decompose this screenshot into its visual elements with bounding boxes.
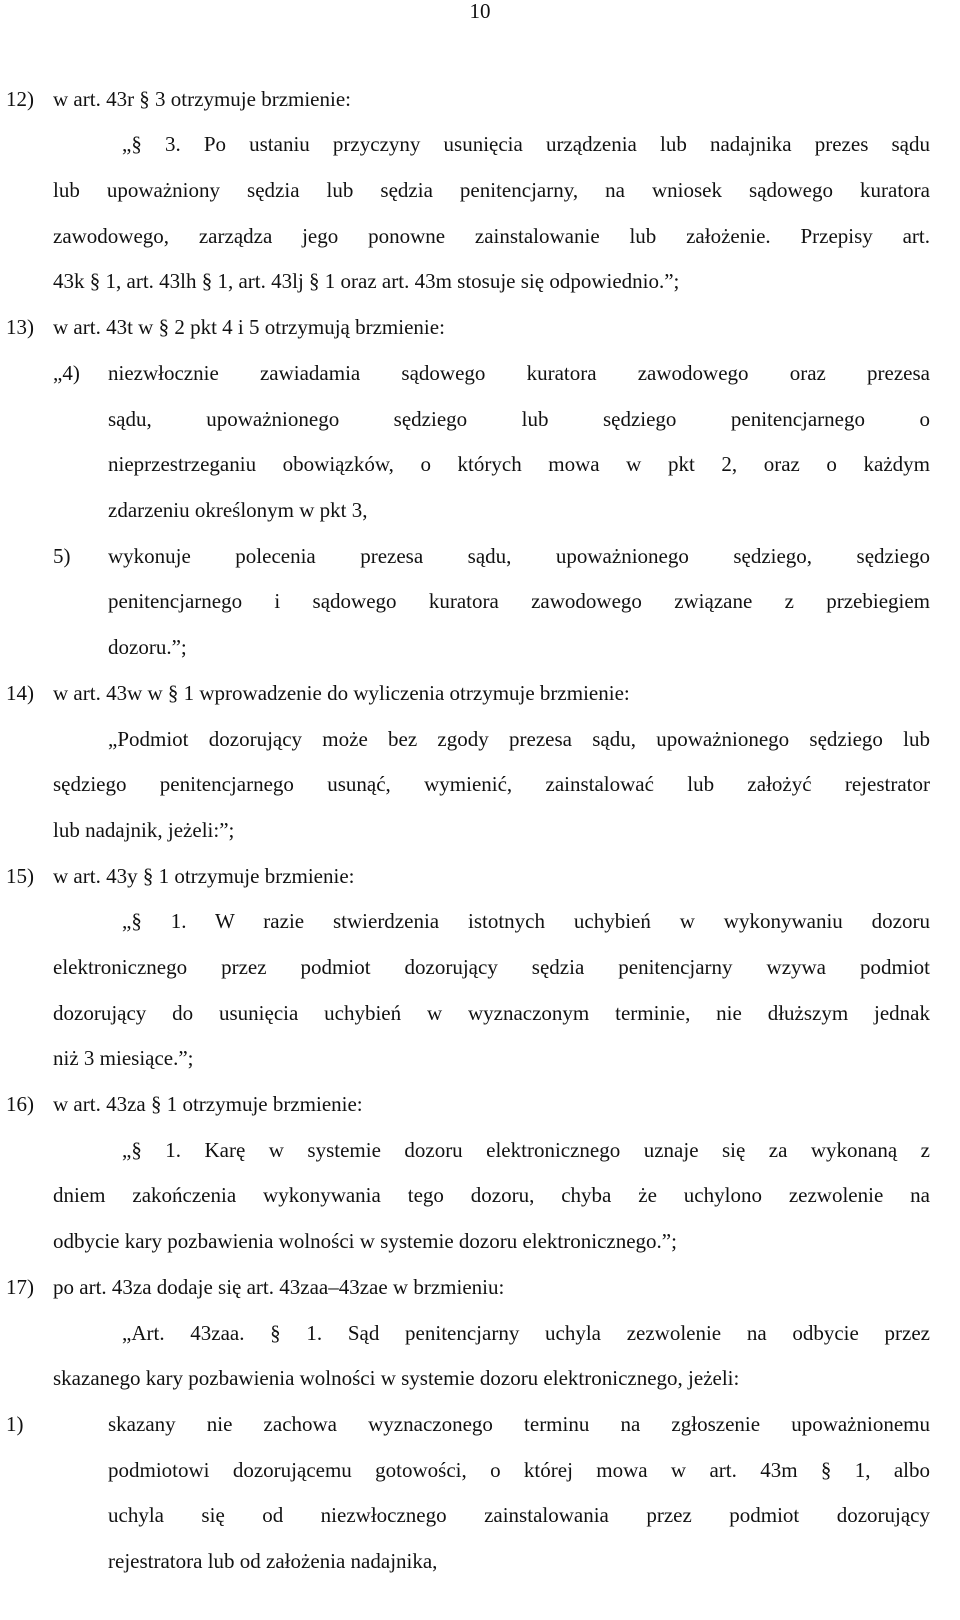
body-line: dozorujący do usunięcia uchybień w wyznaczonym terminie, nie dłuższym jednak [53, 1001, 930, 1025]
body-line: niż 3 miesiące.”; [53, 1046, 194, 1070]
body-line: „§ 3. Po ustaniu przyczyny usunięcia urządzenia lub nadajnika prezes sądu [122, 132, 930, 156]
item-number: 13) [6, 315, 34, 339]
point-line: penitencjarnego i sądowego kuratora zawodowego związane z przebiegiem [108, 589, 930, 613]
body-line: „§ 1. Karę w systemie dozoru elektronicznego uznaje się za wykonaną z [122, 1138, 930, 1162]
point-lead: 5) [53, 544, 71, 568]
item-header: po art. 43za dodaje się art. 43zaa–43zae w brzmieniu: [53, 1275, 505, 1299]
item-header: w art. 43t w § 2 pkt 4 i 5 otrzymują brzmienie: [53, 315, 445, 339]
body-line: lub nadajnik, jeżeli:”; [53, 818, 235, 842]
point-line: dozoru.”; [108, 635, 187, 659]
point-lead: 1) [6, 1412, 24, 1436]
page-number: 10 [469, 0, 491, 23]
item-header: w art. 43y § 1 otrzymuje brzmienie: [53, 864, 355, 888]
body-line: skazanego kary pozbawienia wolności w systemie dozoru elektronicznego, jeżeli: [53, 1366, 740, 1390]
point-line: uchyla się od niezwłocznego zainstalowania przez podmiot dozorujący [108, 1503, 930, 1527]
body-line: „Podmiot dozorujący może bez zgody prezesa sądu, upoważnionego sędziego lub [108, 727, 930, 751]
body-line: dniem zakończenia wykonywania tego dozoru, chyba że uchylono zezwolenie na [53, 1183, 930, 1207]
item-header: w art. 43r § 3 otrzymuje brzmienie: [53, 87, 351, 111]
point-line: skazany nie zachowa wyznaczonego terminu na zgłoszenie upoważnionemu [108, 1412, 930, 1436]
point-line: wykonuje polecenia prezesa sądu, upoważnionego sędziego, sędziego [108, 544, 930, 568]
body-line: „§ 1. W razie stwierdzenia istotnych uchybień w wykonywaniu dozoru [122, 909, 930, 933]
item-number: 14) [6, 681, 34, 705]
point-line: sądu, upoważnionego sędziego lub sędziego penitencjarnego o [108, 407, 930, 431]
item-header: w art. 43za § 1 otrzymuje brzmienie: [53, 1092, 363, 1116]
item-number: 16) [6, 1092, 34, 1116]
point-lead: „4) [53, 361, 80, 385]
point-line: rejestratora lub od założenia nadajnika, [108, 1549, 438, 1573]
item-number: 12) [6, 87, 34, 111]
body-line: „Art. 43zaa. § 1. Sąd penitencjarny uchyla zezwolenie na odbycie przez [122, 1321, 930, 1345]
body-line: lub upoważniony sędzia lub sędzia penitencjarny, na wniosek sądowego kuratora [53, 178, 930, 202]
body-line: odbycie kary pozbawienia wolności w systemie dozoru elektronicznego.”; [53, 1229, 677, 1253]
point-line: podmiotowi dozorującemu gotowości, o której mowa w art. 43m § 1, albo [108, 1458, 930, 1482]
item-number: 17) [6, 1275, 34, 1299]
point-line: nieprzestrzeganiu obowiązków, o których mowa w pkt 2, oraz o każdym [108, 452, 930, 476]
point-line: niezwłocznie zawiadamia sądowego kuratora zawodowego oraz prezesa [108, 361, 930, 385]
item-number: 15) [6, 864, 34, 888]
body-line: sędziego penitencjarnego usunąć, wymienić, zainstalować lub założyć rejestrator [53, 772, 930, 796]
point-line: zdarzeniu określonym w pkt 3, [108, 498, 368, 522]
body-line: 43k § 1, art. 43lh § 1, art. 43lj § 1 oraz art. 43m stosuje się odpowiednio.”; [53, 269, 680, 293]
body-line: elektronicznego przez podmiot dozorujący sędzia penitencjarny wzywa podmiot [53, 955, 930, 979]
item-header: w art. 43w w § 1 wprowadzenie do wyliczenia otrzymuje brzmienie: [53, 681, 630, 705]
body-line: zawodowego, zarządza jego ponowne zainstalowanie lub założenie. Przepisy art. [53, 224, 930, 248]
